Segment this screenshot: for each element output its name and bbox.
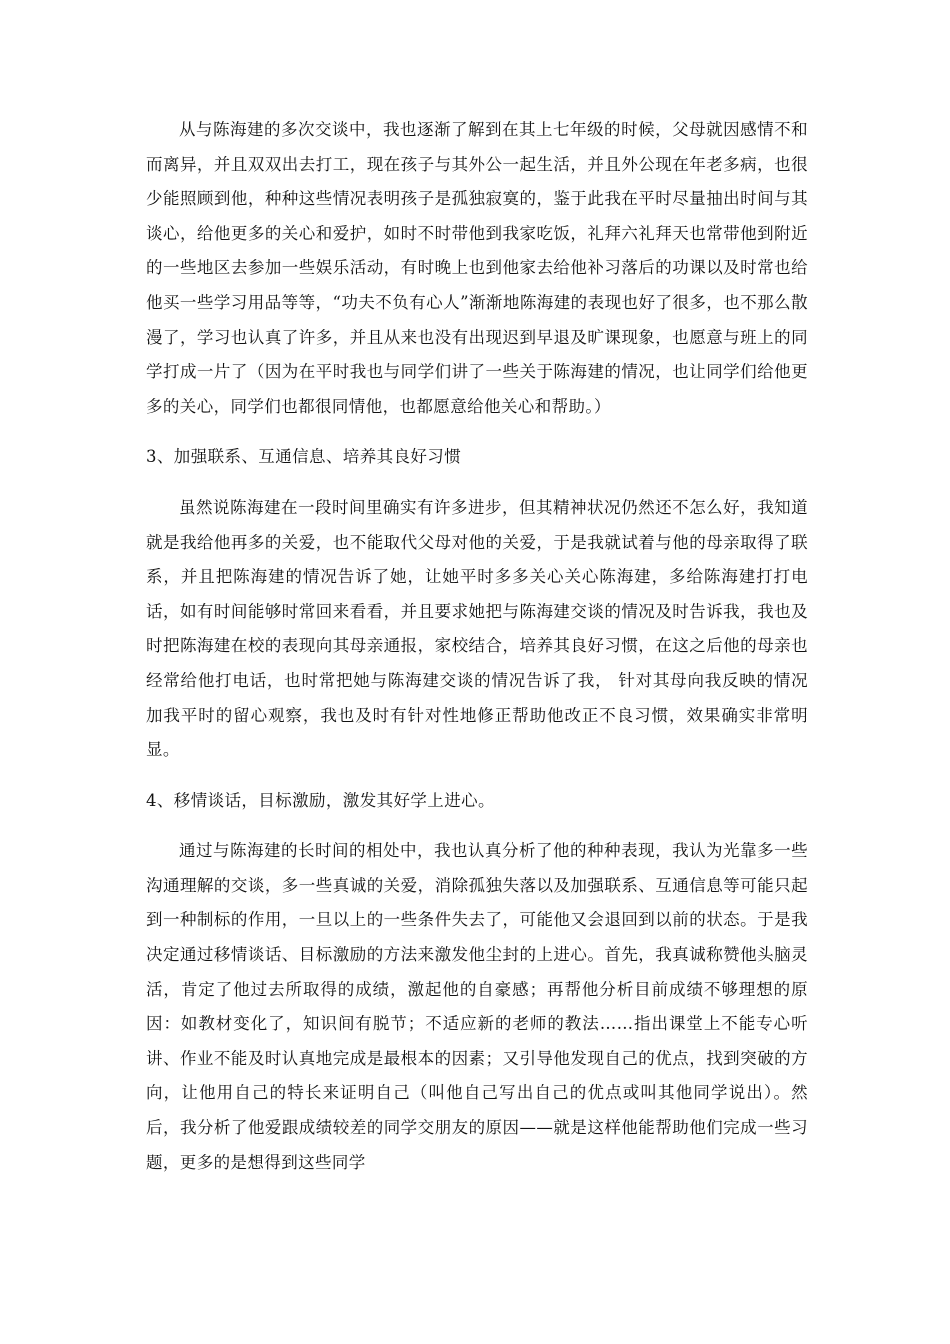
body-paragraph-family-situation: 从与陈海建的多次交谈中，我也逐渐了解到在其上七年级的时候，父母就因感情不和而离异，并且双双出去打工，现在孩子与其外公一起生活，并且外公现在年老多病，也很少能照顾到他，种种这些情况表明孩子是孤独寂寞的，鉴于此我在平时尽量抽出时间与其谈心，给他更多的关心和爱护，如时不时带他到我家吃饭，礼拜六礼拜天也常带他到附近的一些地区去参加一些娱乐活动，有时晚上也到他家去给他补习落后的功课以及时常也给他买一些学习用品等等，“功夫不负有心人”渐渐地陈海建的表现也好了很多，也不那么散漫了，学习也认真了许多，并且从来也没有出现迟到早退及旷课现象，也愿意与班上的同学打成一片了（因为在平时我也与同学们讲了一些关于陈海建的情况，也让同学们给他更多的关心，同学们也都很同情他，也都愿意给他关心和帮助。） — [146, 120, 808, 416]
document-body — [146, 113, 808, 1180]
body-paragraph-motivation: 通过与陈海建的长时间的相处中，我也认真分析了他的种种表现，我认为光靠多一些沟通理解的交谈，多一些真诚的关爱，消除孤独失落以及加强联系、互通信息等可能只起到一种制标的作用，一旦以上的一些条件失去了，可能他又会退回到以前的状态。于是我决定通过移情谈话、目标激励的方法来激发他尘封的上进心。首先，我真诚称赞他头脑灵活，肯定了他过去所取得的成绩，激起他的自豪感；再帮他分析目前成绩不够理想的原因：如教材变化了，知识间有脱节；不适应新的老师的教法……指出课堂上不能专心听讲、作业不能及时认真地完成是最根本的因素；又引导他发现自己的优点，找到突破的方向，让他用自己的特长来证明自己（叫他自己写出自己的优点或叫其他同学说出）。然后，我分析了他爱跟成绩较差的同学交朋友的原因——就是这样他能帮助他们完成一些习题，更多的是想得到这些同学 — [146, 841, 808, 1172]
section-heading-4: 4、移情谈话，目标激励，激发其好学上进心。 — [146, 790, 495, 810]
section-heading-3: 3、加强联系、互通信息、培养其良好习惯 — [146, 447, 462, 467]
body-paragraph-contact-mother: 虽然说陈海建在一段时间里确实有许多进步，但其精神状况仍然还不怎么好，我知道就是我给他再多的关爱，也不能取代父母对他的关爱，于是我就试着与他的母亲取得了联系，并且把陈海建的情况告诉了她，让她平时多多关心关心陈海建，多给陈海建打打电话，如有时间能够时常回来看看，并且要求她把与陈海建交谈的情况及时告诉我，我也及时把陈海建在校的表现向其母亲通报，家校结合，培养其良好习惯，在这之后他的母亲也经常给他打电话，也时常把她与陈海建交谈的情况告诉了我， 针对其母向我反映的情况加我平时的留心观察，我也及时有针对性地修正帮助他改正不良习惯，效果确实非常明显。 — [146, 497, 808, 760]
